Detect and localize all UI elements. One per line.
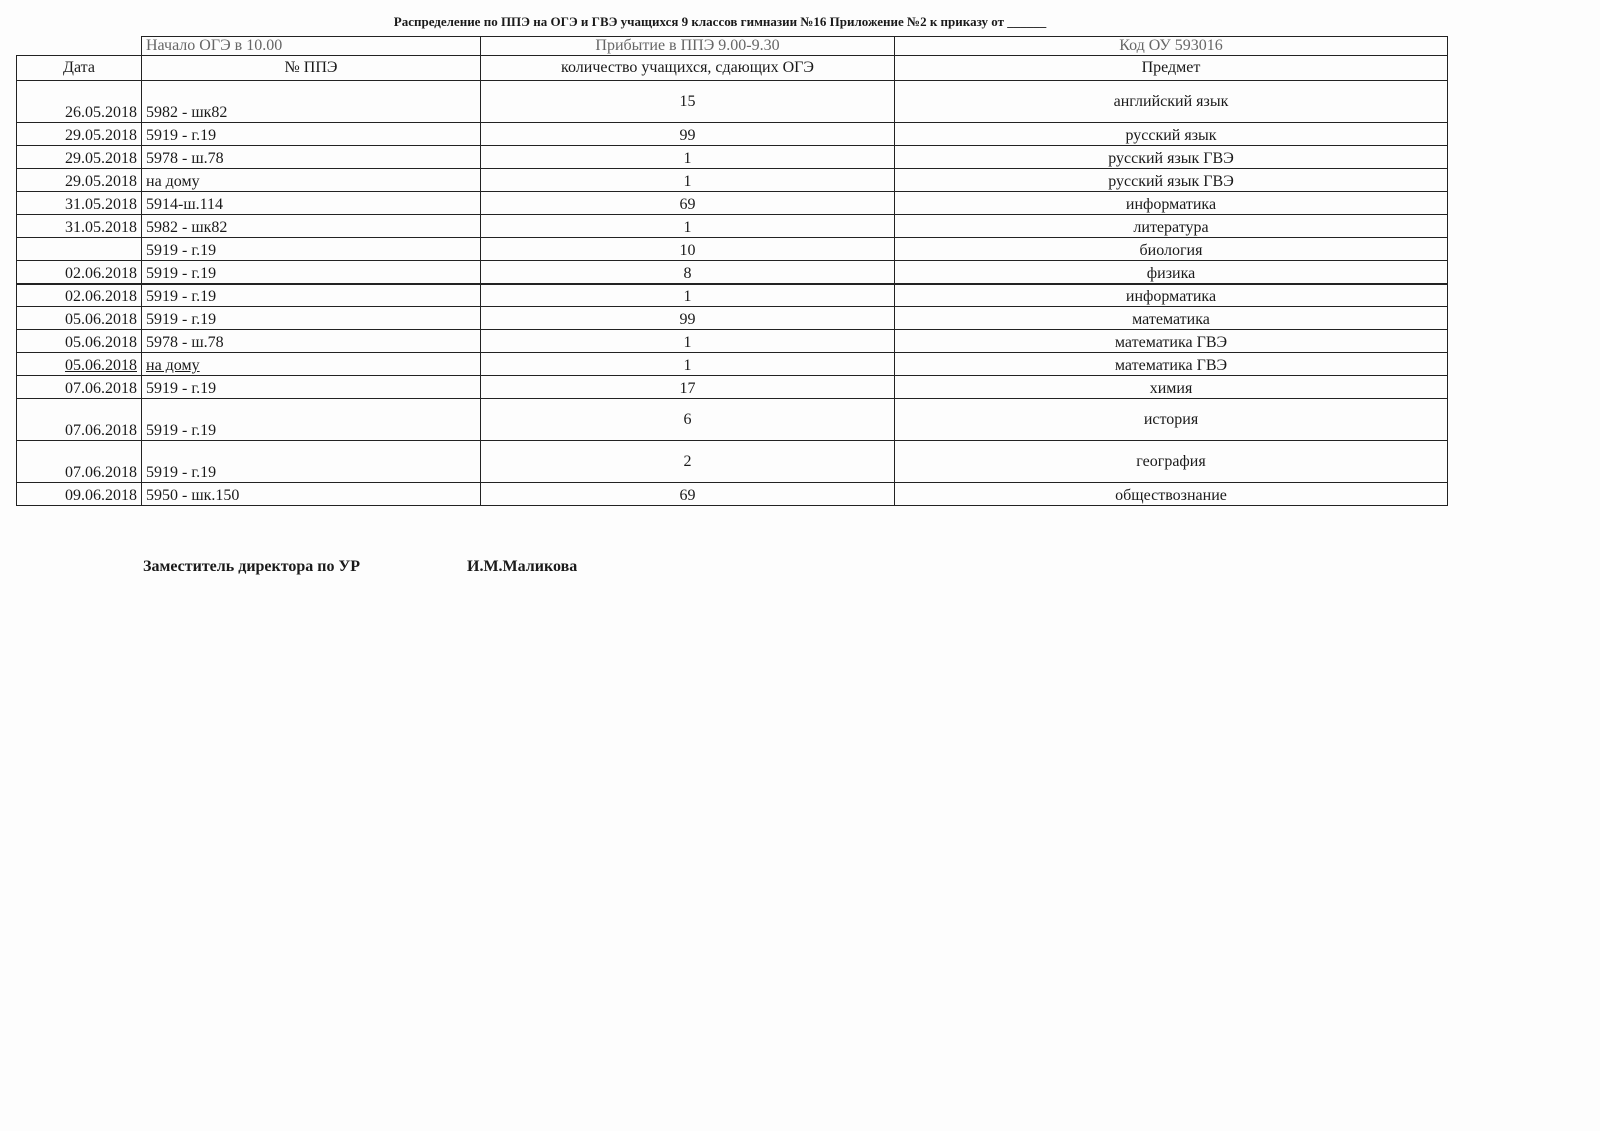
cell-count: 1: [481, 146, 895, 169]
table-row: [17, 353, 1448, 376]
signature-name: И.М.Маликова: [467, 558, 578, 575]
cell-date: 31.05.2018: [17, 215, 142, 238]
cell-subject: русский язык ГВЭ: [895, 169, 1448, 192]
table-row: [17, 330, 1448, 353]
cell-date: 07.06.2018: [17, 376, 142, 399]
cell-date: 05.06.2018: [17, 330, 142, 353]
exam-start-note: Начало ОГЭ в 10.00: [142, 37, 481, 56]
info-row: [17, 37, 1448, 56]
cell-ppe: 5919 - г.19: [142, 376, 481, 399]
table-body: [17, 81, 1448, 506]
cell-subject: русский язык: [895, 123, 1448, 146]
signature-position: Заместитель директора по УР: [143, 558, 361, 575]
table-row: [17, 284, 1448, 307]
cell-date: 26.05.2018: [17, 81, 142, 123]
cell-count: 1: [481, 330, 895, 353]
cell-ppe: 5919 - г.19: [142, 261, 481, 284]
cell-count: 69: [481, 192, 895, 215]
arrival-note: Прибытие в ППЭ 9.00-9.30: [481, 37, 895, 56]
table-row: [17, 81, 1448, 123]
table-row: [17, 215, 1448, 238]
header-row: [17, 56, 1448, 81]
cell-date: 02.06.2018: [17, 261, 142, 284]
cell-subject: химия: [895, 376, 1448, 399]
cell-count: 17: [481, 376, 895, 399]
cell-count: 6: [481, 399, 895, 441]
cell-subject: математика ГВЭ: [895, 353, 1448, 376]
table-row: [17, 192, 1448, 215]
cell-date: 07.06.2018: [17, 399, 142, 441]
cell-ppe: 5919 - г.19: [142, 238, 481, 261]
cell-count: 99: [481, 307, 895, 330]
cell-subject: информатика: [895, 192, 1448, 215]
cell-ppe: 5919 - г.19: [142, 441, 481, 483]
cell-ppe: 5982 - шк82: [142, 81, 481, 123]
cell-count: 2: [481, 441, 895, 483]
cell-ppe: 5982 - шк82: [142, 215, 481, 238]
cell-count: 15: [481, 81, 895, 123]
cell-ppe: 5978 - ш.78: [142, 330, 481, 353]
cell-subject: обществознание: [895, 483, 1448, 506]
table-row: [17, 441, 1448, 483]
cell-count: 1: [481, 169, 895, 192]
cell-date: 29.05.2018: [17, 146, 142, 169]
cell-ppe: 5914-ш.114: [142, 192, 481, 215]
table-row: [17, 399, 1448, 441]
table-row: [17, 483, 1448, 506]
cell-ppe: на дому: [142, 169, 481, 192]
col-header-ppe: № ППЭ: [142, 56, 481, 81]
col-header-count: количество учащихся, сдающих ОГЭ: [481, 56, 895, 81]
table-row: [17, 146, 1448, 169]
col-header-date: Дата: [17, 56, 142, 81]
info-blank-cell: [17, 37, 142, 56]
cell-ppe: 5950 - шк.150: [142, 483, 481, 506]
cell-date: 02.06.2018: [17, 284, 142, 307]
cell-subject: история: [895, 399, 1448, 441]
cell-ppe: на дому: [142, 353, 481, 376]
cell-count: 10: [481, 238, 895, 261]
table-row: [17, 238, 1448, 261]
cell-subject: русский язык ГВЭ: [895, 146, 1448, 169]
table-row: [17, 169, 1448, 192]
cell-ppe: 5919 - г.19: [142, 399, 481, 441]
cell-date: 29.05.2018: [17, 169, 142, 192]
cell-subject: литература: [895, 215, 1448, 238]
cell-count: 1: [481, 353, 895, 376]
document-title: Распределение по ППЭ на ОГЭ и ГВЭ учащихся 9 классов гимназии №16 Приложение №2 к приказу от ______: [393, 14, 1047, 29]
col-header-subject: Предмет: [895, 56, 1448, 81]
ppe-schedule-table: [16, 36, 1448, 506]
table-row: [17, 123, 1448, 146]
table-row: [17, 261, 1448, 284]
table-row: [17, 376, 1448, 399]
cell-count: 69: [481, 483, 895, 506]
cell-subject: физика: [895, 261, 1448, 284]
cell-subject: информатика: [895, 284, 1448, 307]
cell-ppe: 5919 - г.19: [142, 123, 481, 146]
cell-subject: география: [895, 441, 1448, 483]
cell-date: [17, 238, 142, 261]
cell-date: 07.06.2018: [17, 441, 142, 483]
cell-count: 1: [481, 215, 895, 238]
cell-subject: математика ГВЭ: [895, 330, 1448, 353]
cell-date: 29.05.2018: [17, 123, 142, 146]
cell-ppe: 5919 - г.19: [142, 307, 481, 330]
cell-date: 05.06.2018: [17, 307, 142, 330]
cell-count: 1: [481, 284, 895, 307]
cell-ppe: 5919 - г.19: [142, 284, 481, 307]
cell-ppe: 5978 - ш.78: [142, 146, 481, 169]
school-code-note: Код ОУ 593016: [895, 37, 1448, 56]
cell-subject: английский язык: [895, 81, 1448, 123]
cell-subject: биология: [895, 238, 1448, 261]
cell-date: 09.06.2018: [17, 483, 142, 506]
cell-date: 31.05.2018: [17, 192, 142, 215]
cell-date: 05.06.2018: [17, 353, 142, 376]
cell-count: 8: [481, 261, 895, 284]
table-row: [17, 307, 1448, 330]
cell-count: 99: [481, 123, 895, 146]
cell-subject: математика: [895, 307, 1448, 330]
